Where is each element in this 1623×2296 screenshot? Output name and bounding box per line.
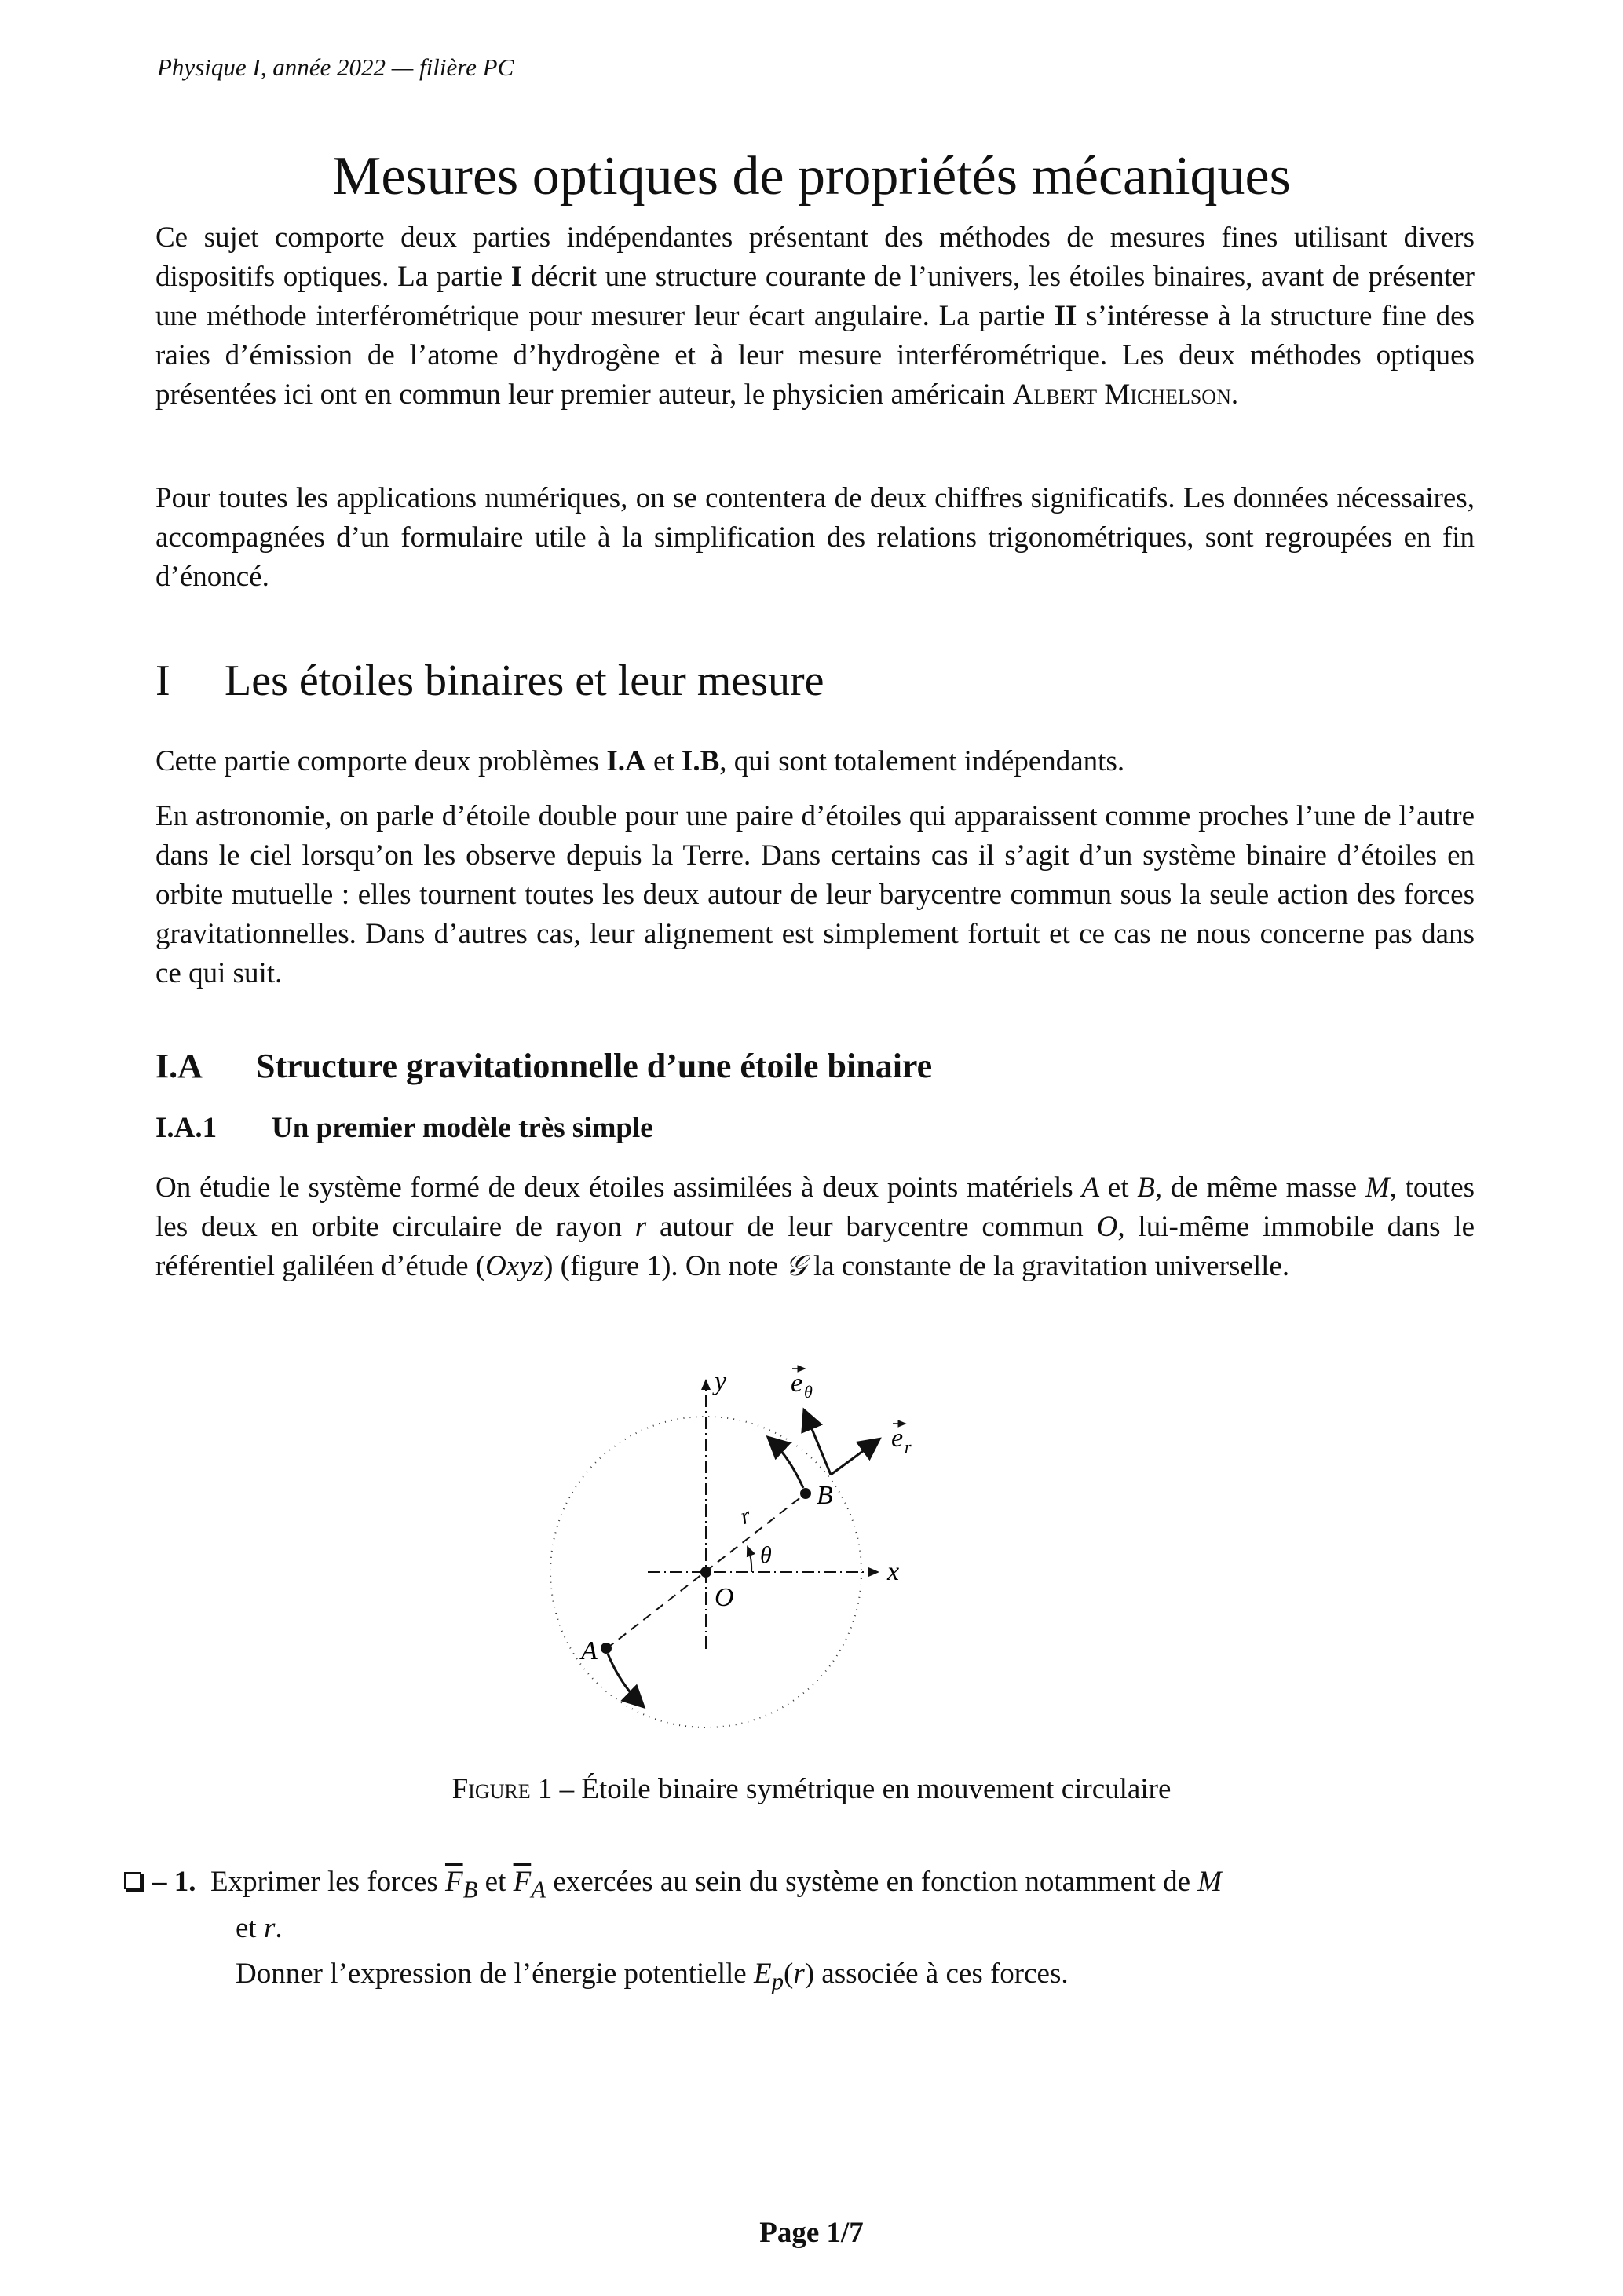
page-number: Page 1/7	[759, 2217, 864, 2249]
intro-paragraph-1: Ce sujet comporte deux parties indépendantes présentant des méthodes de mesures fines utilisant divers dispositifs optiques. La partie I décrit une structure courante de l’univers, les étoiles binaires, avant de présenter une méthode interférométrique pour mesurer leur écart angulaire. La partie II s’intéresse à la structure fine des raies d’émission de l’atome d’hydrogène et à leur mesure interférométrique. Les deux méthodes optiques présentées ici ont en commun leur premier auteur, le physicien américain Albert Michelson.	[155, 221, 1475, 411]
svg-text:r: r	[905, 1437, 912, 1457]
label-B: B	[817, 1481, 833, 1510]
label-e-r	[891, 1424, 912, 1457]
author-name: Albert Michelson	[1012, 378, 1231, 411]
document-title: Mesures optiques de propriétés mécaniques	[332, 146, 1291, 207]
subsection-heading-IA: I.A Structure gravitationnelle d’une étoile binaire	[155, 1047, 933, 1085]
label-theta: θ	[760, 1542, 772, 1568]
figure-binary-star-diagram	[550, 1351, 1099, 1743]
question-1	[124, 1863, 1475, 2002]
point-A	[601, 1643, 612, 1654]
motion-arrow-A	[608, 1654, 642, 1706]
label-r: r	[737, 1502, 755, 1530]
section-I-paragraph-2: En astronomie, on parle d’étoile double pour une paire d’étoiles qui apparaissent comme proches l’une de l’autre dans le ciel lorsqu’on les observe depuis la Terre. Dans certains cas il s’agit d’un système binaire d’étoiles en orbite mutuelle : elles tournent toutes les deux autour de leur barycentre commun sous la seule action des forces gravitationnelles. Dans d’autres cas, leur alignement est simplement fortuit et ce cas ne nous concerne pas dans ce qui suit.	[155, 800, 1475, 989]
label-x: x	[887, 1557, 900, 1586]
e-r-vector	[831, 1440, 878, 1475]
subsubsection-heading-IA1: I.A.1 Un premier modèle très simple	[155, 1112, 653, 1144]
svg-text:e: e	[891, 1424, 904, 1453]
figure-caption: Figure 1 – Étoile binaire symétrique en mouvement circulaire	[451, 1773, 1172, 1805]
label-O: O	[715, 1583, 734, 1612]
theta-arc	[748, 1547, 751, 1572]
vector-FA: $\overline{F}$	[513, 1866, 532, 1898]
label-e-theta	[791, 1369, 813, 1402]
intro-paragraph-2: Pour toutes les applications numériques, on se contentera de deux chiffres significatifs. Les données nécessaires, accompagnées d’un formulaire utile à la simplification des relations trigonométriques, sont regroupées en fin d’énoncé.	[155, 482, 1475, 593]
svg-text:θ: θ	[804, 1382, 813, 1402]
section-heading-I: I Les étoiles binaires et leur mesure	[155, 656, 824, 705]
running-header: Physique I, année 2022 — filière PC	[157, 53, 514, 81]
checkbox-icon	[124, 1872, 141, 1889]
question-1-line-2: et r.	[236, 1912, 283, 1945]
e-theta-vector	[805, 1412, 831, 1475]
question-1-line-1: – 1. Exprimer les forces $\overline{F}_B$ et $\overline{F}_A$ exercées au sein du système en fonction notamment de M	[124, 1863, 1475, 1909]
question-1-line-3: Donner l’expression de l’énergie potentielle $E_p(r)$ associée à ces forces.	[236, 1958, 1069, 1995]
model-paragraph: On étudie le système formé de deux étoiles assimilées à deux points matériels A et B, de même masse M, toutes les deux en orbite circulaire de rayon r autour de leur barycentre commun O, lui-même immobile dans le référentiel galiléen d’étude (Oxyz) (figure 1). On note 𝒢 la constante de la gravitation universelle.	[155, 1172, 1475, 1282]
motion-arrow-B	[769, 1439, 803, 1488]
label-A: A	[581, 1636, 598, 1665]
label-y: y	[715, 1367, 727, 1396]
point-O	[700, 1567, 711, 1578]
point-B	[800, 1488, 811, 1499]
svg-text:e: e	[791, 1369, 803, 1398]
section-I-paragraph-1: Cette partie comporte deux problèmes I.A et I.B, qui sont totalement indépendants.	[155, 745, 1125, 777]
vector-FB: $\overline{F}$	[444, 1866, 463, 1898]
